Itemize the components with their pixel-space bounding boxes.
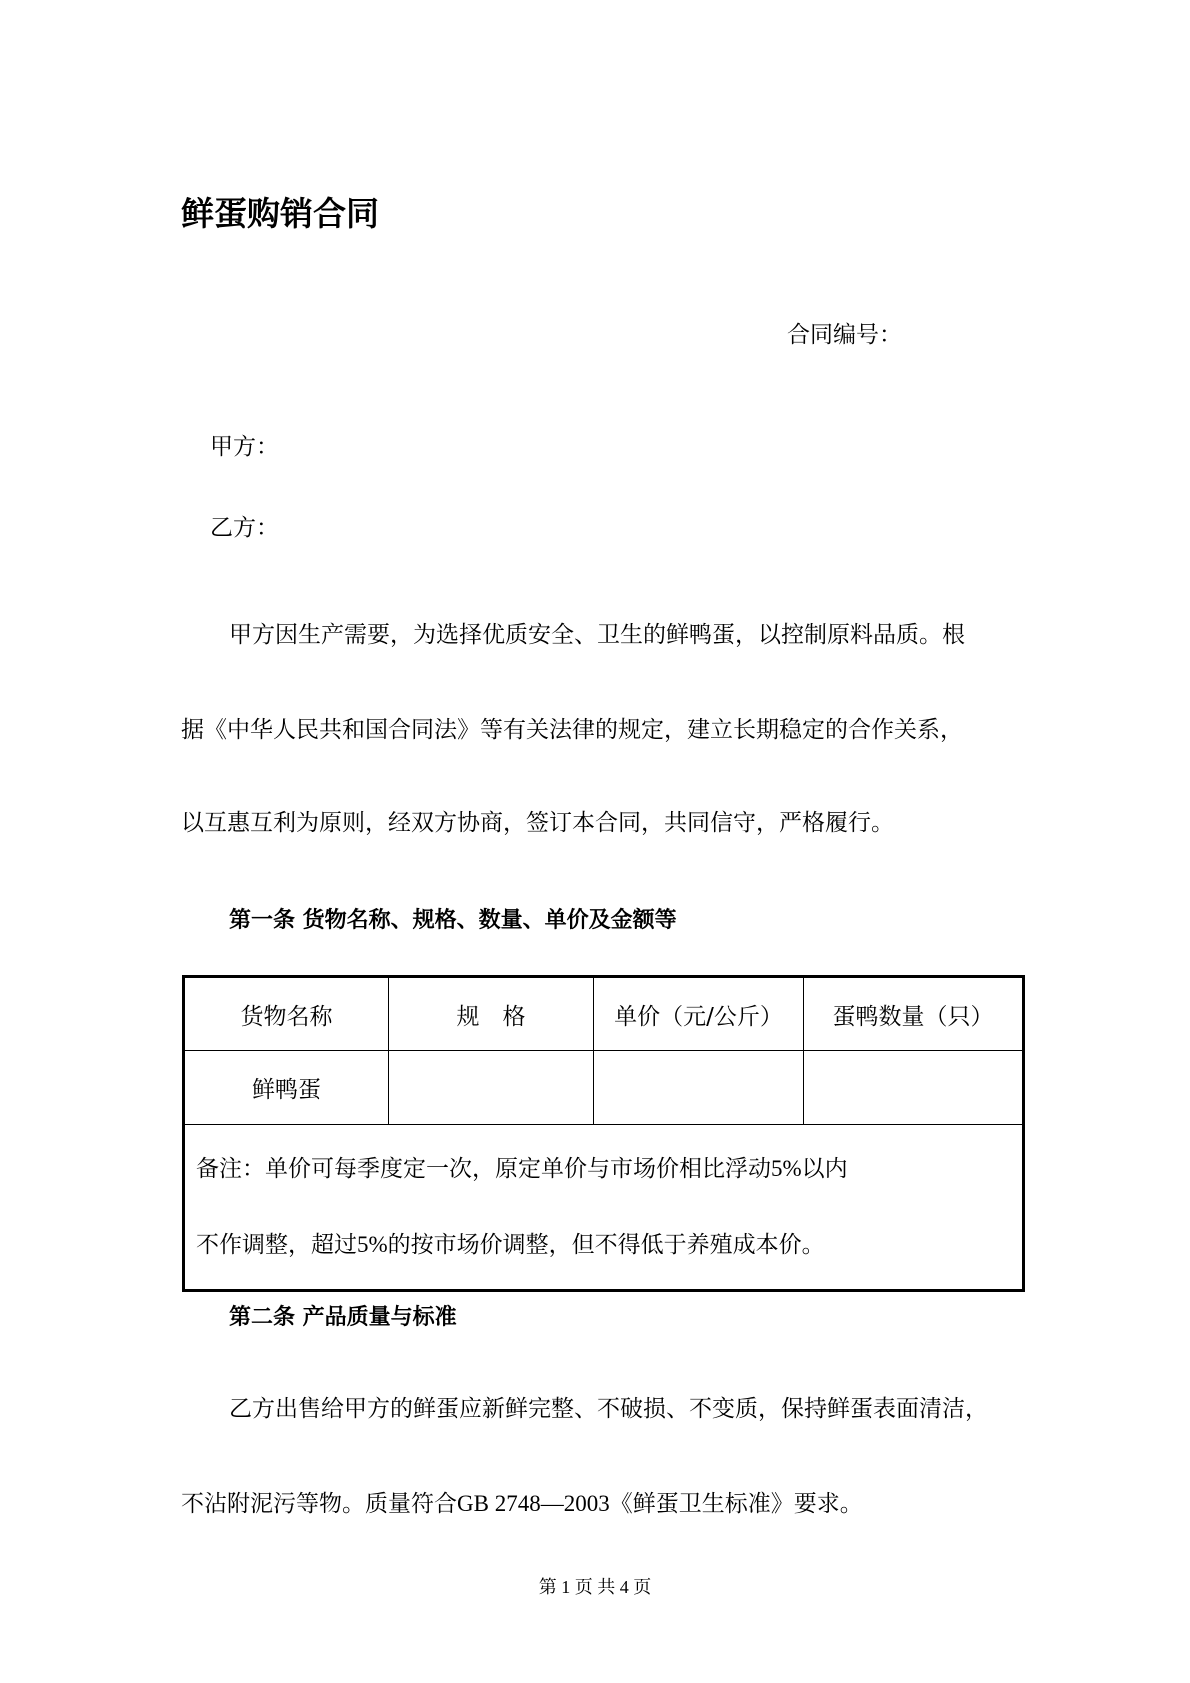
note-line-1 [196,1131,1012,1207]
intro-line-1: 甲方因生产需要，为选择优质安全、卫生的鲜鸭蛋，以控制原料品质。根 [229,622,965,648]
article-2-text: 《鲜蛋卫生标准》要求。 [609,1491,863,1517]
table-row [184,1051,1024,1125]
note-text: 不作调整，超过 [196,1232,357,1258]
article-2-line-2 [181,1487,863,1521]
table-note-row [184,1125,1024,1291]
note-text: 的按市场价调整，但不得低于养殖成本价。 [387,1232,825,1258]
table-header-cell: 货物名称 [184,977,389,1051]
intro-line-2: 据《中华人民共和国合同法》等有关法律的规定，建立长期稳定的合作关系， [181,717,963,743]
page-number-footer: 第 1 页 共 4 页 [538,1577,652,1597]
party-b-label: 乙方： [210,515,279,541]
note-line-2 [196,1207,1012,1283]
table-header-cell: 蛋鸭数量（只） [804,977,1024,1051]
intro-line-3: 以互惠互利为原则，经双方协商，签订本合同，共同信守，严格履行。 [181,810,894,836]
table-cell-unit-price [594,1051,804,1125]
note-percent: 5% [771,1156,802,1181]
document-title: 鲜蛋购销合同 [181,194,379,233]
table-header-row [184,977,1024,1051]
note-percent: 5% [357,1232,388,1257]
table-note-cell [184,1125,1024,1291]
article-2-line-1: 乙方出售给甲方的鲜蛋应新鲜完整、不破损、不变质，保持鲜蛋表面清洁， [229,1396,988,1422]
table-header-cell: 规 格 [389,977,594,1051]
goods-table [182,975,1025,1292]
table-cell-quantity [804,1051,1024,1125]
contract-number-label: 合同编号： [787,322,902,348]
table-header-cell: 单价（元/公斤） [594,977,804,1051]
note-text: 以内 [801,1156,848,1182]
article-2-text: 不沾附泥污等物。质量符合 [181,1491,457,1517]
table-cell-goods-name: 鲜鸭蛋 [184,1051,389,1125]
party-a-label: 甲方： [210,434,279,460]
standard-code: GB 2748—2003 [457,1491,610,1516]
note-text: 备注：单价可每季度定一次，原定单价与市场价相比浮动 [196,1156,771,1182]
table-cell-spec [389,1051,594,1125]
article-2-heading: 第二条 产品质量与标准 [229,1305,457,1330]
article-1-heading: 第一条 货物名称、规格、数量、单价及金额等 [229,908,677,933]
